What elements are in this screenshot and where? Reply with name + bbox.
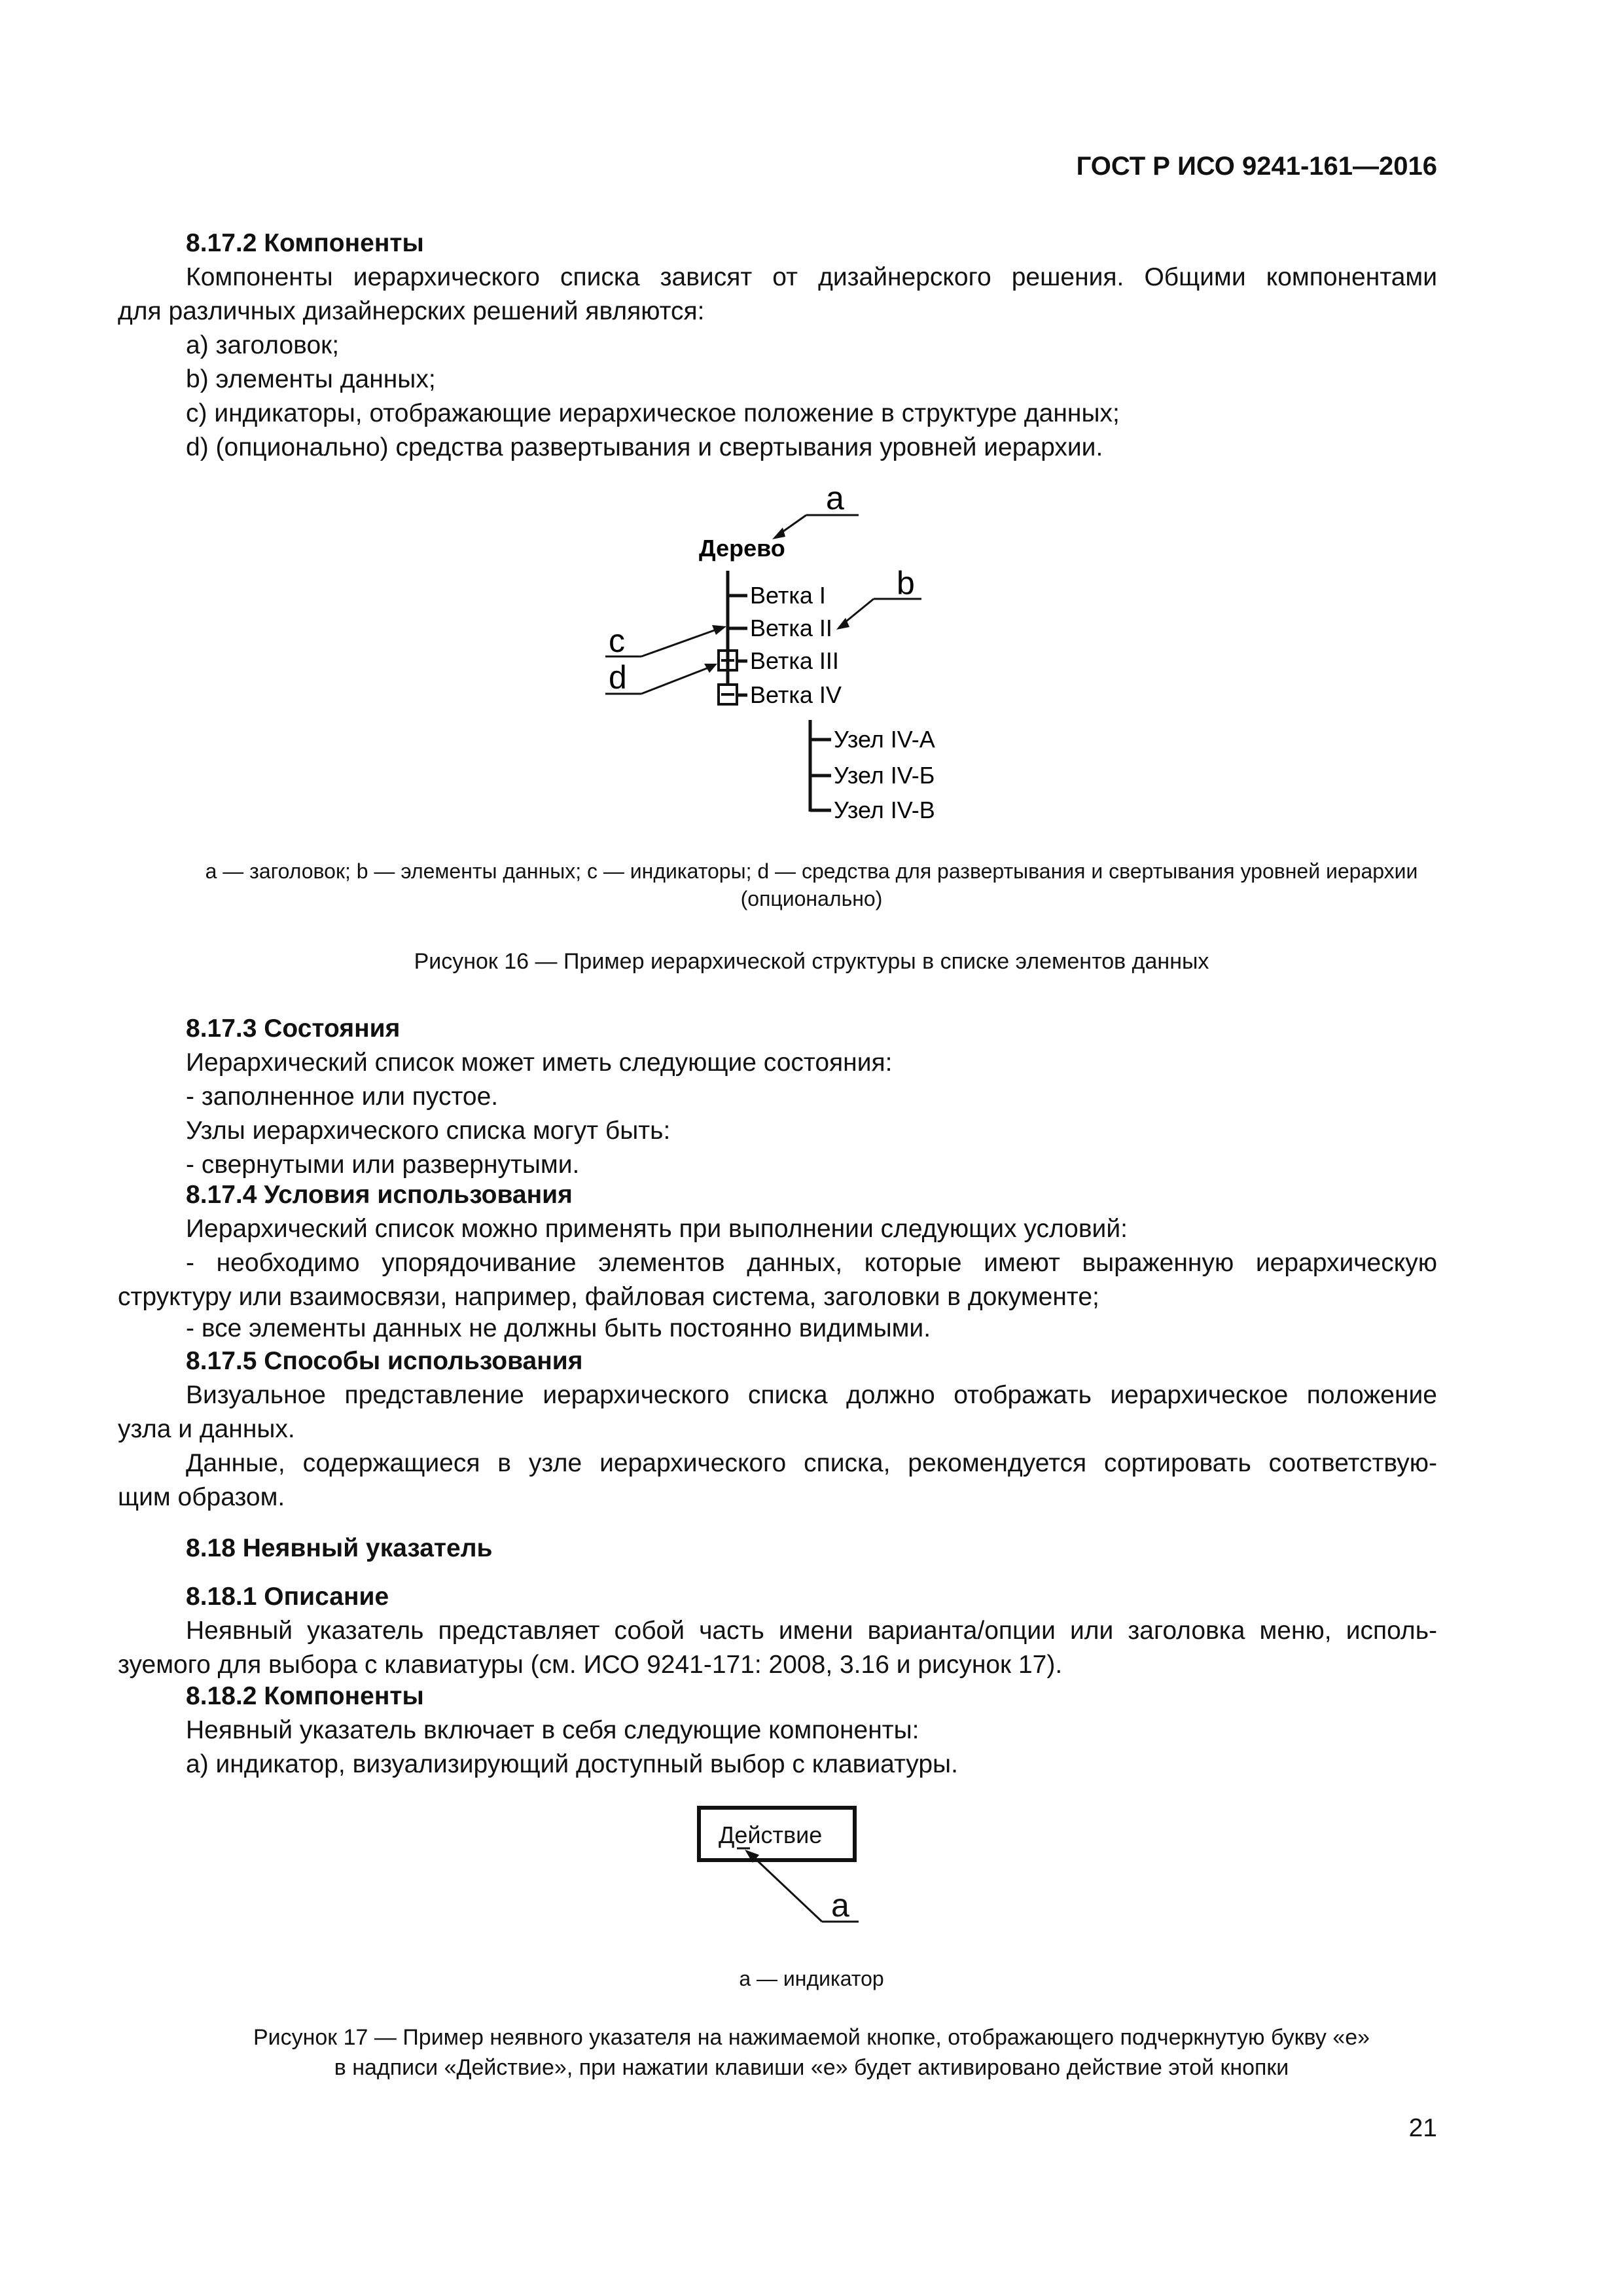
section-8-17-5-title: 8.17.5 Способы использования [186,1347,583,1375]
node-label-3: Узел IV-В [834,797,935,823]
s8172-item-c: c) индикаторы, отображающие иерархическое положение в структуре данных; [186,399,1120,427]
section-8-17-2-title: 8.17.2 Компоненты [186,229,424,257]
section-8-17-4-title: 8.17.4 Условия использования [186,1181,573,1209]
s8174-line2b: структуру или взаимосвязи, например, файловая система, заголовки в документе; [118,1283,1099,1311]
section-8-17-3-title: 8.17.3 Состояния [186,1014,401,1043]
s8174-line1: Иерархический список можно применять при выполнении следующих условий: [186,1215,1128,1243]
s8182-line1: Неявный указатель включает в себя следующие компоненты: [186,1716,919,1744]
s8181-line1: Неявный указатель представляет собой часть имени варианта/опции или заголовка меню, исполь- [186,1617,1437,1645]
s8172-item-d: d) (опционально) средства развертывания и свертывания уровней иерархии. [186,433,1103,461]
figure17-callout-label: a [831,1887,849,1924]
callout-d-leader [641,666,712,694]
s8175-para1a: Визуальное представление иерархического списка должно отображать иерархическое положение [186,1381,1437,1409]
s8172-para-line1: Компоненты иерархического списка зависят от дизайнерского решения. Общими компонентами [186,263,1437,291]
s8173-line2: - заполненное или пустое. [186,1083,499,1111]
figure-17-legend: a — индикатор [739,1967,884,1990]
s8182-line2: a) индикатор, визуализирующий доступный выбор с клавиатуры. [186,1750,958,1778]
page-number: 21 [1408,2114,1437,2142]
s8173-line1: Иерархический список может иметь следующие состояния: [186,1049,893,1077]
s8175-para2a: Данные, содержащиеся в узле иерархического списка, рекомендуется сортировать соответствую- [186,1449,1437,1477]
figure-17-caption-line2: в надписи «Действие», при нажатии клавиши «е» будет активировано действие этой кнопки [334,2055,1289,2080]
branch-label-2: Ветка II [750,615,832,641]
s8173-line4: - свернутыми или развернутыми. [186,1151,580,1179]
callout-c-arrowhead [712,625,726,635]
s8172-para-line2: для различных дизайнерских решений являются: [118,297,705,325]
figure-16-caption: Рисунок 16 — Пример иерархической структуры в списке элементов данных [414,949,1209,974]
tree-root-label: Дерево [699,535,785,562]
s8175-para2b: щим образом. [118,1483,285,1511]
figure-17-caption-line1: Рисунок 17 — Пример неявного указателя на нажимаемой кнопке, отображающего подчеркнутую букву «е» [253,2025,1370,2050]
branch-label-1: Ветка I [750,582,826,609]
branch-label-3: Ветка III [750,647,839,674]
callout-b-label: b [897,565,915,601]
section-8-18-1-title: 8.18.1 Описание [186,1583,389,1611]
section-8-18-2-title: 8.18.2 Компоненты [186,1682,424,1710]
action-button-label: Действие [719,1821,823,1848]
node-label-2: Узел IV-Б [834,762,935,789]
section-8-18-title: 8.18 Неявный указатель [186,1534,493,1562]
figure-16-legend-line2: (опционально) [740,887,883,910]
s8172-item-a: a) заголовок; [186,331,340,359]
branch-label-4: Ветка IV [750,681,842,708]
document-header: ГОСТ Р ИСО 9241-161—2016 [1076,152,1437,181]
figure-17-button-diagram [681,1793,897,1937]
figure-16-tree-diagram [576,471,1034,838]
node-label-1: Узел IV-А [834,726,935,753]
s8174-line2a: - необходимо упорядочивание элементов данных, которые имеют выраженную иерархическую [186,1249,1437,1277]
s8173-line3: Узлы иерархического списка могут быть: [186,1117,671,1145]
s8172-item-b: b) элементы данных; [186,365,436,393]
s8175-para1b: узла и данных. [118,1415,295,1443]
figure17-callout-leader [753,1856,822,1922]
callout-c-leader [641,628,720,656]
figure-16-legend-line1: a — заголовок; b — элементы данных; c — индикаторы; d — средства для развертывания и свертывания уровней иерархии [205,859,1418,883]
s8174-line3: - все элементы данных не должны быть постоянно видимыми. [186,1314,931,1342]
callout-c-label: c [609,622,625,659]
callout-d-label: d [609,659,627,696]
callout-a-label: a [826,480,844,516]
s8181-line2: зуемого для выбора с клавиатуры (см. ИСО 9241-171: 2008, 3.16 и рисунок 17). [118,1651,1063,1679]
